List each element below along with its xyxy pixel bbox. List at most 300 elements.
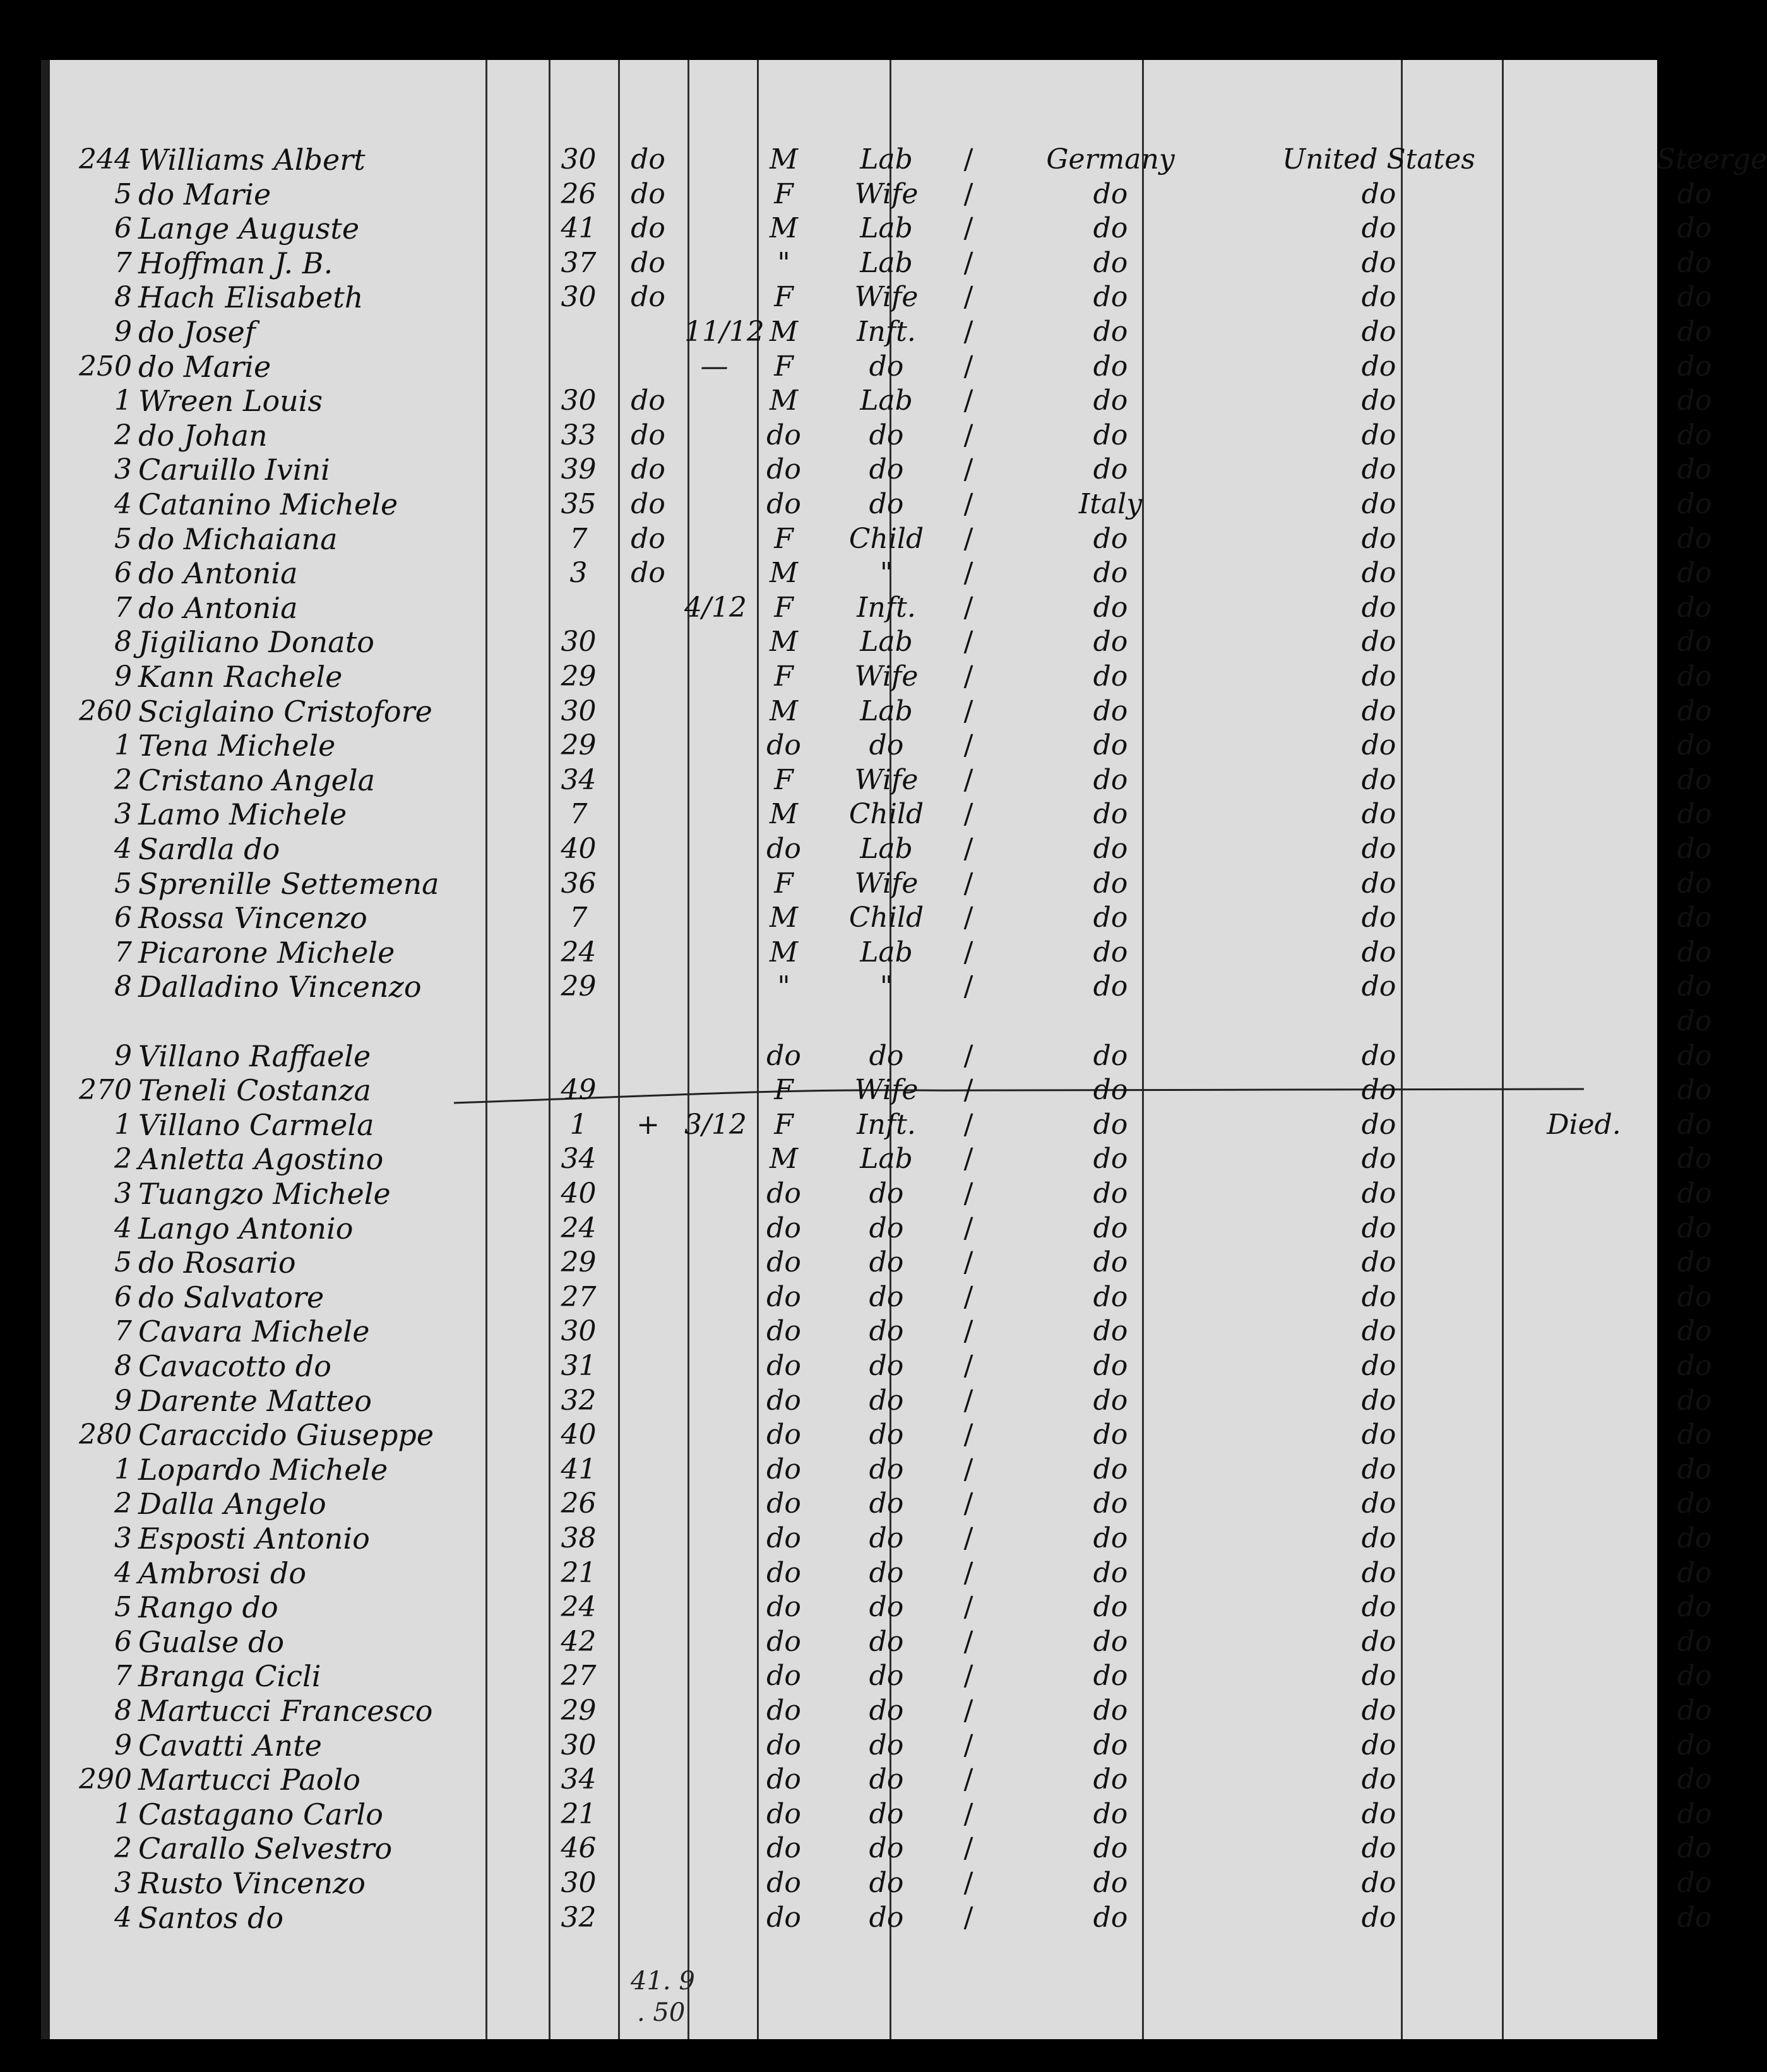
passenger-name: Dalla Angelo [138, 1487, 326, 1521]
entry-number: 7 [114, 936, 132, 968]
age-mark [618, 1556, 678, 1591]
check-mark: / [963, 1522, 973, 1554]
occupation: do [869, 350, 904, 383]
accommodation: do [1677, 384, 1712, 417]
age-mark [618, 1900, 678, 1936]
remark [1521, 280, 1647, 315]
age-months [684, 1039, 744, 1074]
table-row [50, 694, 1712, 729]
destination: do [1361, 1694, 1396, 1727]
occupation: Lab [860, 212, 913, 245]
age-years [549, 1004, 609, 1039]
age-years: 3 [569, 557, 588, 590]
age-mark [618, 797, 678, 832]
destination: do [1361, 1108, 1396, 1141]
check-mark: / [963, 1694, 973, 1727]
remark [1521, 1590, 1647, 1625]
age-years: 42 [561, 1625, 597, 1658]
entry-number: 9 [114, 660, 132, 693]
entry-number: 8 [114, 626, 132, 658]
table-row [50, 452, 1712, 487]
occupation: Wife [854, 1074, 919, 1107]
check-mark: / [963, 1212, 973, 1244]
country-from: do [1093, 1074, 1128, 1107]
occupation: do [869, 1419, 904, 1451]
sex: M [769, 902, 799, 934]
age-months [684, 177, 744, 212]
table-row [50, 831, 1712, 867]
passenger-name: Wreen Louis [138, 384, 323, 419]
occupation: do [869, 1315, 904, 1348]
occupation: do [869, 1591, 904, 1624]
remark [1521, 1073, 1647, 1108]
age-mark [618, 866, 678, 902]
age-months [684, 487, 744, 522]
check-mark: / [963, 1763, 973, 1796]
age-years: 24 [561, 1591, 597, 1624]
passenger-name: Teneli Costanza [138, 1073, 371, 1108]
age-months [684, 1658, 744, 1694]
table-row [50, 1349, 1712, 1384]
country-from: do [1093, 729, 1128, 762]
passenger-name: Lange Auguste [138, 211, 360, 246]
passenger-name: Darente Matteo [138, 1383, 372, 1418]
remark [1521, 1245, 1647, 1280]
sex: F [774, 763, 794, 796]
age-months [684, 969, 744, 1004]
destination: do [1361, 177, 1396, 210]
age-mark [618, 1452, 678, 1487]
remark [1521, 246, 1647, 281]
passenger-name: Cavatti Ante [138, 1728, 322, 1763]
check-mark: / [963, 419, 973, 451]
occupation: do [869, 1246, 904, 1279]
age-months [684, 1349, 744, 1384]
sex: do [766, 1453, 801, 1486]
age-mark [618, 590, 678, 626]
check-mark: / [963, 1315, 973, 1348]
table-row [50, 1797, 1712, 1832]
passenger-name: Tena Michele [138, 729, 336, 763]
remark: Died. [1547, 1108, 1621, 1141]
accommodation: do [1677, 281, 1712, 314]
remark [1521, 624, 1647, 660]
pencil-tally: 41. 9 [631, 1967, 695, 1996]
entry-number: 5 [114, 867, 132, 900]
age-years: 37 [561, 246, 597, 279]
passenger-name: Anletta Agostino [138, 1142, 384, 1177]
occupation: do [869, 1453, 904, 1486]
accommodation: do [1677, 1108, 1712, 1141]
entry-number: 2 [114, 1832, 132, 1865]
passenger-name: Cristano Angela [138, 763, 376, 797]
sex: F [774, 1108, 794, 1141]
check-mark: / [963, 660, 973, 693]
country-from [987, 1004, 1234, 1039]
occupation: Inft. [857, 1108, 916, 1141]
age-mark [618, 1728, 678, 1763]
sex: do [766, 1039, 801, 1072]
remark [1521, 418, 1647, 453]
remark [1521, 969, 1647, 1004]
sex: do [766, 1315, 801, 1348]
sex: M [769, 936, 799, 968]
table-row [50, 1107, 1712, 1143]
passenger-name: Ambrosi do [138, 1556, 307, 1590]
destination: do [1361, 316, 1396, 348]
country-from: do [1093, 1901, 1128, 1934]
age-years: 29 [561, 1246, 597, 1279]
check-mark [959, 1004, 978, 1039]
age-years: 30 [561, 1315, 597, 1348]
sex: do [766, 1350, 801, 1382]
country-from: do [1093, 1487, 1128, 1520]
age-mark [618, 1039, 678, 1074]
age-mark [618, 728, 678, 763]
table-row [50, 797, 1712, 832]
destination: do [1361, 1591, 1396, 1624]
sex: do [766, 1487, 801, 1520]
sex: do [766, 1867, 801, 1899]
remark [1521, 900, 1647, 936]
occupation: do [869, 1660, 904, 1693]
remark [1521, 763, 1647, 798]
occupation: Inft. [857, 316, 916, 348]
country-from: do [1093, 1143, 1128, 1176]
sex: F [774, 281, 794, 314]
age-months [684, 659, 744, 694]
age-years: 26 [561, 177, 597, 210]
age-years: 7 [569, 522, 588, 555]
accommodation: do [1677, 763, 1712, 796]
age-years: 41 [561, 1453, 597, 1486]
age-years: 41 [561, 212, 597, 245]
sex: do [766, 1832, 801, 1865]
check-mark: / [963, 522, 973, 555]
remark [1521, 1693, 1647, 1729]
accommodation: do [1677, 867, 1712, 900]
remark [1521, 487, 1647, 522]
age-months [684, 1452, 744, 1487]
remark [1521, 1452, 1647, 1487]
age-mark [618, 969, 678, 1004]
accommodation: do [1677, 1350, 1712, 1382]
country-from: do [1093, 1212, 1128, 1244]
destination: do [1361, 522, 1396, 555]
passenger-name: Sardla do [138, 832, 280, 866]
passenger-name: do Johan [138, 418, 268, 453]
sex: M [769, 316, 799, 348]
accommodation: do [1677, 694, 1712, 727]
age-mark [618, 314, 678, 350]
entry-number: 2 [114, 1143, 132, 1176]
accommodation: do [1677, 1660, 1712, 1693]
occupation: Wife [854, 867, 919, 900]
occupation: do [869, 1280, 904, 1313]
country-from: do [1093, 1797, 1128, 1830]
check-mark: / [963, 1556, 973, 1589]
age-years: 30 [561, 143, 597, 176]
country-from: do [1093, 867, 1128, 900]
age-mark: + [636, 1108, 660, 1141]
table-row [50, 763, 1712, 798]
check-mark: / [963, 177, 973, 210]
remark [1521, 935, 1647, 970]
entry-number: 5 [114, 1246, 132, 1279]
age-mark [618, 1486, 678, 1521]
remark [1521, 1762, 1647, 1797]
age-years: 30 [561, 281, 597, 314]
country-from: do [1093, 177, 1128, 210]
sex: do [766, 1522, 801, 1554]
passenger-name: Catanino Michele [138, 487, 398, 521]
table-row [50, 246, 1712, 281]
age-mark [618, 1521, 678, 1556]
sex: do [766, 488, 801, 520]
age-mark [618, 1658, 678, 1694]
destination: do [1361, 626, 1396, 658]
remark [1521, 694, 1647, 729]
age-months [684, 1728, 744, 1763]
destination: do [1361, 1177, 1396, 1210]
destination: do [1361, 1384, 1396, 1417]
check-mark: / [963, 729, 973, 762]
remark [1521, 556, 1647, 591]
age-mark: do [631, 143, 665, 176]
remark [1521, 177, 1647, 212]
occupation: Lab [860, 833, 913, 865]
accommodation: do [1677, 212, 1712, 245]
accommodation: do [1677, 798, 1712, 831]
age-months [684, 1176, 744, 1212]
age-months [684, 1831, 744, 1866]
country-from: do [1093, 453, 1128, 486]
country-from: do [1093, 626, 1128, 658]
remark [1521, 1004, 1647, 1039]
entry-number: 7 [114, 246, 132, 279]
passenger-name: do Antonia [138, 556, 298, 591]
age-months [684, 1624, 744, 1660]
age-mark [618, 1866, 678, 1901]
sex: do [766, 1212, 801, 1244]
destination: do [1361, 246, 1396, 279]
entry-number: 3 [114, 453, 132, 486]
age-years: 30 [561, 384, 597, 417]
table-row [50, 1762, 1712, 1797]
table-row [50, 1866, 1712, 1901]
age-years [549, 1039, 609, 1074]
entry-number: 4 [114, 1212, 132, 1244]
check-mark: / [963, 246, 973, 279]
age-months [684, 1900, 744, 1936]
check-mark: / [963, 1246, 973, 1279]
age-months [684, 1693, 744, 1729]
destination: do [1361, 936, 1396, 968]
age-months [684, 797, 744, 832]
accommodation: do [1677, 1901, 1712, 1934]
destination: do [1361, 419, 1396, 451]
age-months [684, 935, 744, 970]
occupation: Lab [860, 384, 913, 417]
age-months: 11/12 [684, 316, 765, 348]
age-mark [618, 1762, 678, 1797]
destination: do [1361, 902, 1396, 934]
accommodation: do [1677, 246, 1712, 279]
table-row [50, 1314, 1712, 1349]
destination: do [1361, 1763, 1396, 1796]
table-row [50, 1417, 1712, 1453]
age-months [684, 694, 744, 729]
age-months [684, 246, 744, 281]
country-from: do [1093, 1453, 1128, 1486]
occupation: do [869, 1350, 904, 1382]
remark [1521, 831, 1647, 867]
entry-number: 250 [79, 350, 132, 383]
table-row [50, 1590, 1712, 1625]
sex: M [769, 1143, 799, 1176]
age-mark [618, 1797, 678, 1832]
country-from: Germany [1046, 143, 1175, 176]
age-mark: do [631, 212, 665, 245]
table-row [50, 1728, 1712, 1763]
sex: do [766, 1384, 801, 1417]
destination: do [1361, 1660, 1396, 1693]
age-years: 26 [561, 1487, 597, 1520]
age-years: 33 [561, 419, 597, 451]
sex: do [766, 1177, 801, 1210]
passenger-name: Santos do [138, 1900, 284, 1935]
occupation: do [869, 1867, 904, 1899]
age-mark [618, 1624, 678, 1660]
occupation: do [869, 1487, 904, 1520]
occupation: Wife [854, 660, 919, 693]
check-mark: / [963, 694, 973, 727]
table-row [50, 1624, 1712, 1660]
remark [1521, 1211, 1647, 1246]
accommodation: do [1677, 419, 1712, 451]
passenger-name: Lango Antonio [138, 1211, 354, 1246]
entry-number: 1 [114, 729, 132, 762]
age-mark [618, 694, 678, 729]
sex: " [777, 970, 790, 1003]
entry-number: 244 [79, 143, 132, 176]
age-mark [618, 763, 678, 798]
entry-number: 1 [114, 1453, 132, 1486]
entry-number: 5 [114, 1591, 132, 1624]
entry-number: 4 [114, 1901, 132, 1934]
remark [1521, 1831, 1647, 1866]
passenger-name [138, 1004, 530, 1039]
sex: F [774, 177, 794, 210]
entry-number: 3 [114, 798, 132, 831]
accommodation: do [1677, 1039, 1712, 1072]
age-mark [618, 1141, 678, 1177]
accommodation: do [1677, 1867, 1712, 1899]
check-mark: / [963, 1901, 973, 1934]
entry-number: 3 [114, 1177, 132, 1210]
sex: do [766, 729, 801, 762]
age-months [684, 1073, 744, 1108]
passenger-name: Rusto Vincenzo [138, 1866, 366, 1900]
entry-number: 7 [114, 591, 132, 624]
age-months [684, 1486, 744, 1521]
country-from: do [1093, 1039, 1128, 1072]
check-mark: / [963, 1660, 973, 1693]
destination: do [1361, 1832, 1396, 1865]
age-years: 24 [561, 1212, 597, 1244]
accommodation: Steerge [1657, 143, 1767, 176]
accommodation: do [1677, 591, 1712, 624]
table-row [50, 556, 1712, 591]
entry-number: 3 [114, 1522, 132, 1554]
age-years: 27 [561, 1280, 597, 1313]
age-months [684, 1314, 744, 1349]
remark [1521, 728, 1647, 763]
accommodation: do [1677, 350, 1712, 383]
accommodation: do [1677, 1522, 1712, 1554]
remark [1521, 452, 1647, 487]
destination: do [1361, 350, 1396, 383]
remark [1521, 383, 1647, 419]
age-mark [618, 1417, 678, 1453]
age-mark [618, 900, 678, 936]
check-mark: / [963, 970, 973, 1003]
age-years: 39 [561, 453, 597, 486]
entry-number: 2 [114, 1487, 132, 1520]
passenger-name: do Antonia [138, 590, 298, 625]
check-mark: / [963, 902, 973, 934]
passenger-name: Sciglaino Cristofore [138, 694, 432, 729]
age-months [684, 900, 744, 936]
country-from: do [1093, 1384, 1128, 1417]
occupation: Wife [854, 763, 919, 796]
check-mark: / [963, 1832, 973, 1865]
age-months [684, 211, 744, 246]
pencil-tally: . 50 [637, 1998, 686, 2027]
entry-number: 260 [79, 694, 132, 727]
age-months [684, 418, 744, 453]
age-mark: do [631, 384, 665, 417]
age-months [684, 1245, 744, 1280]
destination: do [1361, 488, 1396, 520]
country-from: do [1093, 419, 1128, 451]
destination: do [1361, 660, 1396, 693]
remark [1521, 1039, 1647, 1074]
destination: do [1361, 591, 1396, 624]
check-mark: / [963, 1867, 973, 1899]
occupation: do [869, 1901, 904, 1934]
age-years: 30 [561, 694, 597, 727]
entry-number: 2 [114, 763, 132, 796]
accommodation: do [1677, 729, 1712, 762]
age-years: 31 [561, 1350, 597, 1382]
age-mark: do [631, 177, 665, 210]
passenger-name: Kann Rachele [138, 660, 343, 694]
country-from: do [1093, 350, 1128, 383]
sex: F [774, 1074, 794, 1107]
age-mark [618, 1590, 678, 1625]
occupation: do [869, 419, 904, 451]
age-mark [618, 1280, 678, 1315]
age-mark [618, 659, 678, 694]
occupation: Lab [860, 1143, 913, 1176]
country-from: do [1093, 1832, 1128, 1865]
country-from: do [1093, 522, 1128, 555]
age-mark [618, 1176, 678, 1212]
age-years: 34 [561, 1143, 597, 1176]
age-mark [618, 624, 678, 660]
age-years: 7 [569, 798, 588, 831]
